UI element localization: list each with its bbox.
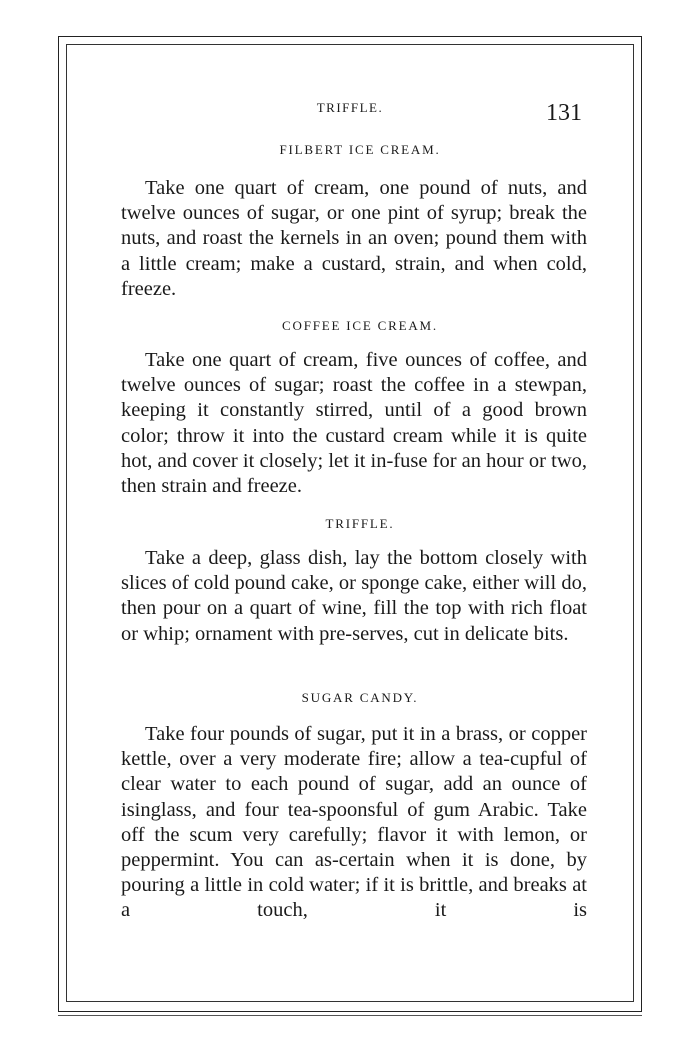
running-head: TRIFFLE. [316, 100, 384, 115]
section-text-coffee: Take one quart of cream, five ounces of coffee, and twelve ounces of sugar; roast the coffee in a stewpan, keeping it constantly stirred, until of a good brown color; throw it into the custard cream while it is quite hot, and cover it closely; let it in-fuse for an hour or two, then strain and freeze. [121, 349, 587, 498]
page-border-rule [58, 1015, 642, 1016]
section-heading-coffee: COFFEE ICE CREAM. [282, 318, 438, 333]
section-heading-sugar-candy: SUGAR CANDY. [301, 690, 419, 705]
section-heading-triffle: TRIFFLE. [325, 516, 395, 531]
section-text-filbert: Take one quart of cream, one pound of nuts, and twelve ounces of sugar, or one pint of syrup; break the nuts, and roast the kernels in an oven; pound them with a little cream; make a custard, strain, and when cold, freeze. [121, 177, 587, 300]
section-heading-filbert: FILBERT ICE CREAM. [279, 142, 441, 157]
section-text-triffle: Take a deep, glass dish, lay the bottom closely with slices of cold pound cake, or sponge cake, either will do, then pour on a quart of wine, fill the top with rich float or whip; ornament with pre-serves, cut in delicate bits. [121, 547, 587, 645]
section-text-sugar-candy: Take four pounds of sugar, put it in a brass, or copper kettle, over a very moderate fire; allow a tea-cupful of clear water to each pound of sugar, add an ounce of isinglass, and four tea-spoonsful of gum Arabic. Take off the scum very carefully; flavor it with lemon, or peppermint. You can as-certain when it is done, by pouring a little in cold water; if it is brittle, and breaks at a touch, it is [121, 723, 587, 922]
page-number: 131 [546, 100, 582, 126]
